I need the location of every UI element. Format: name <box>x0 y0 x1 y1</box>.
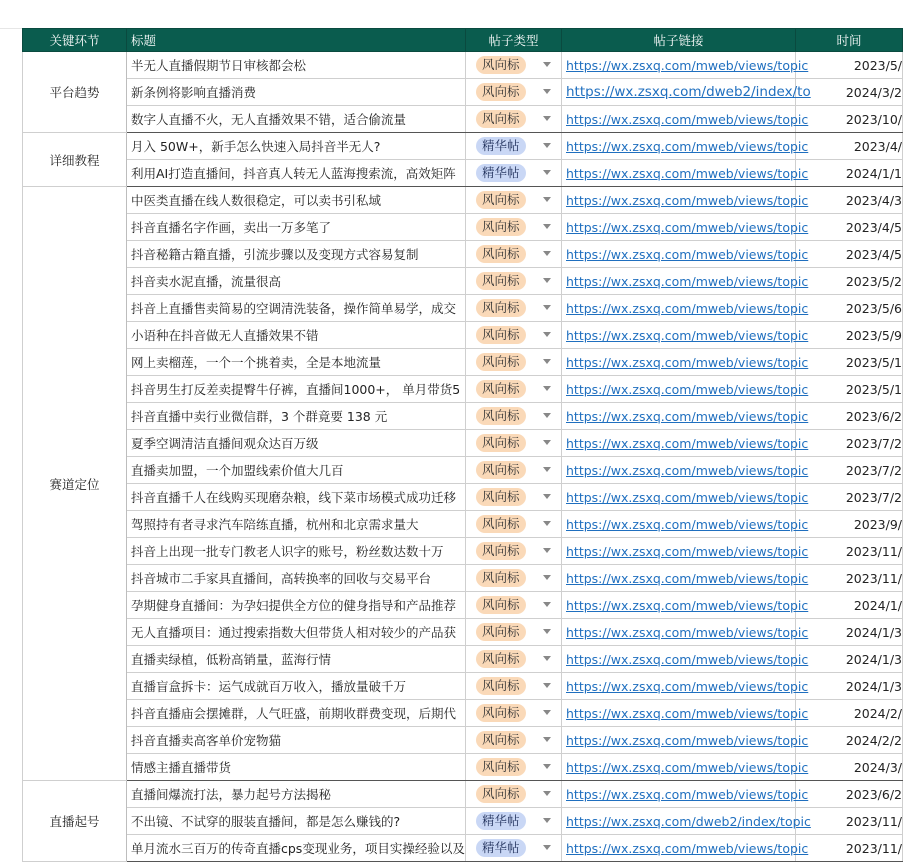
post-type-tag: 风向标 <box>476 353 526 371</box>
post-link[interactable]: https://wx.zsxq.com/mweb/views/topic <box>562 430 796 457</box>
time-cell[interactable]: 2023/7/2 <box>796 457 903 484</box>
post-type-dropdown[interactable] <box>466 646 562 673</box>
post-type-dropdown[interactable] <box>466 268 562 295</box>
toolbar-strip <box>0 0 885 29</box>
post-link[interactable]: https://wx.zsxq.com/mweb/views/topic <box>562 133 796 160</box>
post-type-tag: 风向标 <box>476 704 526 722</box>
time-cell[interactable]: 2024/1/3 <box>796 646 903 673</box>
category-cell[interactable]: 平台趋势 <box>23 52 127 133</box>
post-type-tag: 风向标 <box>476 326 526 344</box>
table-row <box>23 592 903 619</box>
header-post-type[interactable]: 帖子类型 <box>466 29 562 52</box>
category-cell[interactable]: 直播起号 <box>23 781 127 862</box>
dropdown-arrow-icon[interactable] <box>543 170 551 175</box>
dropdown-arrow-icon[interactable] <box>543 764 551 769</box>
table-row <box>23 673 903 700</box>
time-cell[interactable]: 2024/1/1 <box>796 160 903 187</box>
time-cell[interactable]: 2023/5/9 <box>796 322 903 349</box>
title-cell[interactable]: 夏季空调清洁直播间观众达百万级 <box>127 430 466 457</box>
post-type-dropdown[interactable] <box>466 322 562 349</box>
post-type-tag: 精华帖 <box>476 164 526 182</box>
time-cell[interactable]: 2023/6/2 <box>796 781 903 808</box>
table-row <box>23 241 903 268</box>
post-type-tag: 风向标 <box>476 191 526 209</box>
table-row <box>23 484 903 511</box>
title-cell[interactable]: 利用AI打造直播间，抖音真人转无人蓝海搜索流，高效矩阵 <box>127 160 466 187</box>
table-row <box>23 646 903 673</box>
data-table <box>22 28 903 862</box>
dropdown-arrow-icon[interactable] <box>543 845 551 850</box>
table-row <box>23 322 903 349</box>
post-type-tag: 风向标 <box>476 56 526 74</box>
time-cell[interactable]: 2024/1/3 <box>796 619 903 646</box>
post-link[interactable]: https://wx.zsxq.com/mweb/views/topic <box>562 214 796 241</box>
table-row <box>23 133 903 160</box>
dropdown-arrow-icon[interactable] <box>543 602 551 607</box>
post-type-dropdown[interactable] <box>466 241 562 268</box>
post-link[interactable]: https://wx.zsxq.com/mweb/views/topic <box>562 322 796 349</box>
post-type-tag: 风向标 <box>476 623 526 641</box>
title-cell[interactable]: 抖音秘籍古籍直播，引流步骤以及变现方式容易复制 <box>127 241 466 268</box>
dropdown-arrow-icon[interactable] <box>543 197 551 202</box>
table-row <box>23 268 903 295</box>
dropdown-arrow-icon[interactable] <box>543 521 551 526</box>
time-cell[interactable]: 2023/4/ <box>796 133 903 160</box>
time-cell[interactable]: 2023/4/5 <box>796 241 903 268</box>
table-row <box>23 727 903 754</box>
post-type-dropdown[interactable] <box>466 295 562 322</box>
table-row <box>23 781 903 808</box>
post-link[interactable]: https://wx.zsxq.com/mweb/views/topic <box>562 592 796 619</box>
post-link[interactable]: https://wx.zsxq.com/mweb/views/topic <box>562 754 796 781</box>
time-cell[interactable]: 2023/6/2 <box>796 403 903 430</box>
post-link[interactable]: https://wx.zsxq.com/mweb/views/topic <box>562 403 796 430</box>
title-cell[interactable]: 抖音直播庙会摆摊群，人气旺盛，前期收群费变现，后期代 <box>127 700 466 727</box>
post-type-dropdown[interactable] <box>466 808 562 835</box>
post-type-dropdown[interactable] <box>466 403 562 430</box>
dropdown-arrow-icon[interactable] <box>543 656 551 661</box>
time-cell[interactable]: 2023/4/3 <box>796 187 903 214</box>
title-cell[interactable]: 抖音直播卖高客单价宠物猫 <box>127 727 466 754</box>
post-type-dropdown[interactable] <box>466 430 562 457</box>
post-link[interactable]: https://wx.zsxq.com/mweb/views/topic <box>562 295 796 322</box>
table-row <box>23 295 903 322</box>
post-type-tag: 风向标 <box>476 569 526 587</box>
post-link[interactable]: https://wx.zsxq.com/dweb2/index/to <box>562 79 796 106</box>
table-row <box>23 79 903 106</box>
post-type-dropdown[interactable] <box>466 727 562 754</box>
dropdown-arrow-icon[interactable] <box>543 413 551 418</box>
time-cell[interactable]: 2024/1/ <box>796 592 903 619</box>
dropdown-arrow-icon[interactable] <box>543 332 551 337</box>
table-row <box>23 349 903 376</box>
table-row <box>23 187 903 214</box>
table-row <box>23 565 903 592</box>
time-cell[interactable]: 2023/11/ <box>796 538 903 565</box>
time-cell[interactable]: 2024/1/3 <box>796 673 903 700</box>
post-type-dropdown[interactable] <box>466 106 562 133</box>
dropdown-arrow-icon[interactable] <box>543 305 551 310</box>
header-row <box>23 29 903 52</box>
dropdown-arrow-icon[interactable] <box>543 629 551 634</box>
title-cell[interactable]: 直播间爆流打法，暴力起号方法揭秘 <box>127 781 466 808</box>
time-cell[interactable]: 2023/11/ <box>796 808 903 835</box>
title-cell[interactable]: 孕期健身直播间：为孕妇提供全方位的健身指导和产品推荐 <box>127 592 466 619</box>
table-row <box>23 457 903 484</box>
time-cell[interactable]: 2023/5/6 <box>796 295 903 322</box>
post-type-dropdown[interactable] <box>466 376 562 403</box>
title-cell[interactable]: 直播盲盒拆卡：运气成就百万收入，播放量破千万 <box>127 673 466 700</box>
post-link[interactable]: https://wx.zsxq.com/mweb/views/topic <box>562 349 796 376</box>
post-type-tag: 风向标 <box>476 272 526 290</box>
dropdown-arrow-icon[interactable] <box>543 710 551 715</box>
post-type-tag: 风向标 <box>476 542 526 560</box>
post-type-dropdown[interactable] <box>466 79 562 106</box>
post-link[interactable]: https://wx.zsxq.com/mweb/views/topic <box>562 484 796 511</box>
post-link[interactable]: https://wx.zsxq.com/mweb/views/topic <box>562 52 796 79</box>
time-cell[interactable]: 2024/2/2 <box>796 727 903 754</box>
post-link[interactable]: https://wx.zsxq.com/mweb/views/topic <box>562 700 796 727</box>
post-type-dropdown[interactable] <box>466 673 562 700</box>
post-link[interactable]: https://wx.zsxq.com/mweb/views/topic <box>562 187 796 214</box>
dropdown-arrow-icon[interactable] <box>543 359 551 364</box>
title-cell[interactable]: 抖音直播千人在线购买现磨杂粮，线下菜市场模式成功迁移 <box>127 484 466 511</box>
time-cell[interactable]: 2024/3/2 <box>796 79 903 106</box>
table-row <box>23 808 903 835</box>
post-type-tag: 风向标 <box>476 488 526 506</box>
time-cell[interactable]: 2023/5/ <box>796 52 903 79</box>
time-cell[interactable]: 2023/7/2 <box>796 484 903 511</box>
title-cell[interactable]: 抖音直播中卖行业微信群，3 个群竟要 138 元 <box>127 403 466 430</box>
title-cell[interactable]: 新条例将影响直播消费 <box>127 79 466 106</box>
title-cell[interactable]: 半无人直播假期节日审核都会松 <box>127 52 466 79</box>
post-type-dropdown[interactable] <box>466 457 562 484</box>
title-cell[interactable]: 中医类直播在线人数很稳定，可以卖书引私域 <box>127 187 466 214</box>
time-cell[interactable]: 2023/5/2 <box>796 268 903 295</box>
post-link[interactable]: https://wx.zsxq.com/mweb/views/topic <box>562 538 796 565</box>
table-body <box>23 52 903 862</box>
title-cell[interactable]: 抖音城市二手家具直播间，高转换率的回收与交易平台 <box>127 565 466 592</box>
post-type-tag: 风向标 <box>476 218 526 236</box>
table-row <box>23 700 903 727</box>
table-row <box>23 511 903 538</box>
post-type-dropdown[interactable] <box>466 52 562 79</box>
post-type-tag: 风向标 <box>476 434 526 452</box>
post-link[interactable]: https://wx.zsxq.com/dweb2/index/topic <box>562 808 796 835</box>
post-type-dropdown[interactable] <box>466 349 562 376</box>
title-cell[interactable]: 抖音直播名字作画，卖出一万多笔了 <box>127 214 466 241</box>
post-link[interactable]: https://wx.zsxq.com/mweb/views/topic <box>562 511 796 538</box>
title-cell[interactable]: 小语种在抖音做无人直播效果不错 <box>127 322 466 349</box>
title-cell[interactable]: 不出镜、不试穿的服装直播间，都是怎么赚钱的? <box>127 808 466 835</box>
time-cell[interactable]: 2023/11/ <box>796 565 903 592</box>
dropdown-arrow-icon[interactable] <box>543 791 551 796</box>
title-cell[interactable]: 抖音卖水泥直播，流量很高 <box>127 268 466 295</box>
dropdown-arrow-icon[interactable] <box>543 467 551 472</box>
post-type-dropdown[interactable] <box>466 538 562 565</box>
table-row <box>23 430 903 457</box>
time-cell[interactable]: 2023/4/5 <box>796 214 903 241</box>
post-type-tag: 风向标 <box>476 461 526 479</box>
table-row <box>23 619 903 646</box>
post-type-tag: 风向标 <box>476 677 526 695</box>
title-cell[interactable]: 网上卖榴莲，一个一个挑着卖，全是本地流量 <box>127 349 466 376</box>
title-cell[interactable]: 无人直播项目：通过搜索指数大但带货人相对较少的产品获 <box>127 619 466 646</box>
title-cell[interactable]: 抖音男生打反差卖提臀牛仔裤，直播间1000+， 单月带货5 <box>127 376 466 403</box>
dropdown-arrow-icon[interactable] <box>543 278 551 283</box>
dropdown-arrow-icon[interactable] <box>543 143 551 148</box>
time-cell[interactable]: 2023/5/1 <box>796 349 903 376</box>
post-type-tag: 精华帖 <box>476 137 526 155</box>
post-type-tag: 风向标 <box>476 299 526 317</box>
dropdown-arrow-icon[interactable] <box>543 737 551 742</box>
time-cell[interactable]: 2023/10/ <box>796 106 903 133</box>
post-type-tag: 风向标 <box>476 758 526 776</box>
category-cell[interactable]: 赛道定位 <box>23 187 127 781</box>
post-link[interactable]: https://wx.zsxq.com/mweb/views/topic <box>562 835 796 862</box>
post-type-tag: 风向标 <box>476 83 526 101</box>
dropdown-arrow-icon[interactable] <box>543 494 551 499</box>
time-cell[interactable]: 2024/3/ <box>796 754 903 781</box>
post-link[interactable]: https://wx.zsxq.com/mweb/views/topic <box>562 781 796 808</box>
post-type-dropdown[interactable] <box>466 754 562 781</box>
title-cell[interactable]: 情感主播直播带货 <box>127 754 466 781</box>
title-cell[interactable]: 直播卖绿植，低粉高销量，蓝海行情 <box>127 646 466 673</box>
post-link[interactable]: https://wx.zsxq.com/mweb/views/topic <box>562 565 796 592</box>
post-link[interactable]: https://wx.zsxq.com/mweb/views/topic <box>562 106 796 133</box>
table-row <box>23 52 903 79</box>
table-row <box>23 538 903 565</box>
title-cell[interactable]: 月入 50W+，新手怎么快速入局抖音半无人? <box>127 133 466 160</box>
dropdown-arrow-icon[interactable] <box>543 62 551 67</box>
post-type-tag: 风向标 <box>476 596 526 614</box>
dropdown-arrow-icon[interactable] <box>543 89 551 94</box>
post-link[interactable]: https://wx.zsxq.com/mweb/views/topic <box>562 241 796 268</box>
table-row <box>23 214 903 241</box>
post-type-dropdown[interactable] <box>466 511 562 538</box>
title-cell[interactable]: 抖音上直播售卖简易的空调清洗装备，操作简单易学，成交 <box>127 295 466 322</box>
post-link[interactable]: https://wx.zsxq.com/mweb/views/topic <box>562 673 796 700</box>
post-link[interactable]: https://wx.zsxq.com/mweb/views/topic <box>562 376 796 403</box>
post-type-dropdown[interactable] <box>466 592 562 619</box>
title-cell[interactable]: 直播卖加盟，一个加盟线索价值大几百 <box>127 457 466 484</box>
table-row <box>23 754 903 781</box>
title-cell[interactable]: 单月流水三百万的传奇直播cps变现业务，项目实操经验以及 <box>127 835 466 862</box>
post-link[interactable]: https://wx.zsxq.com/mweb/views/topic <box>562 646 796 673</box>
dropdown-arrow-icon[interactable] <box>543 548 551 553</box>
dropdown-arrow-icon[interactable] <box>543 575 551 580</box>
header-time[interactable]: 时间 <box>796 29 903 52</box>
post-type-dropdown[interactable] <box>466 781 562 808</box>
post-link[interactable]: https://wx.zsxq.com/mweb/views/topic <box>562 727 796 754</box>
dropdown-arrow-icon[interactable] <box>543 386 551 391</box>
post-type-tag: 风向标 <box>476 245 526 263</box>
dropdown-arrow-icon[interactable] <box>543 440 551 445</box>
header-title[interactable]: 标题 <box>127 29 466 52</box>
time-cell[interactable]: 2024/2/ <box>796 700 903 727</box>
post-link[interactable]: https://wx.zsxq.com/mweb/views/topic <box>562 619 796 646</box>
post-type-dropdown[interactable] <box>466 835 562 862</box>
post-type-tag: 风向标 <box>476 650 526 668</box>
dropdown-arrow-icon[interactable] <box>543 818 551 823</box>
time-cell[interactable]: 2023/9/ <box>796 511 903 538</box>
table-row <box>23 376 903 403</box>
title-cell[interactable]: 数字人直播不火，无人直播效果不错，适合偷流量 <box>127 106 466 133</box>
title-cell[interactable]: 驾照持有者寻求汽车陪练直播，杭州和北京需求量大 <box>127 511 466 538</box>
category-cell[interactable]: 详细教程 <box>23 133 127 187</box>
post-type-tag: 风向标 <box>476 731 526 749</box>
post-type-tag: 风向标 <box>476 407 526 425</box>
post-type-tag: 精华帖 <box>476 812 526 830</box>
table-row <box>23 835 903 862</box>
table-row <box>23 106 903 133</box>
post-link[interactable]: https://wx.zsxq.com/mweb/views/topic <box>562 160 796 187</box>
dropdown-arrow-icon[interactable] <box>543 116 551 121</box>
post-link[interactable]: https://wx.zsxq.com/mweb/views/topic <box>562 268 796 295</box>
table-row <box>23 403 903 430</box>
post-type-dropdown[interactable] <box>466 619 562 646</box>
post-type-tag: 风向标 <box>476 110 526 128</box>
post-type-tag: 风向标 <box>476 785 526 803</box>
dropdown-arrow-icon[interactable] <box>543 224 551 229</box>
post-type-dropdown[interactable] <box>466 160 562 187</box>
dropdown-arrow-icon[interactable] <box>543 251 551 256</box>
time-cell[interactable]: 2023/5/1 <box>796 376 903 403</box>
post-type-dropdown[interactable] <box>466 187 562 214</box>
time-cell[interactable]: 2023/11/ <box>796 835 903 862</box>
post-type-tag: 风向标 <box>476 380 526 398</box>
post-link[interactable]: https://wx.zsxq.com/mweb/views/topic <box>562 457 796 484</box>
title-cell[interactable]: 抖音上出现一批专门教老人识字的账号，粉丝数达数十万 <box>127 538 466 565</box>
post-type-dropdown[interactable] <box>466 214 562 241</box>
post-type-dropdown[interactable] <box>466 700 562 727</box>
table-row <box>23 160 903 187</box>
post-type-tag: 风向标 <box>476 515 526 533</box>
header-key-stage[interactable]: 关键环节 <box>23 29 127 52</box>
post-type-dropdown[interactable] <box>466 133 562 160</box>
dropdown-arrow-icon[interactable] <box>543 683 551 688</box>
post-type-tag: 精华帖 <box>476 839 526 857</box>
post-type-dropdown[interactable] <box>466 565 562 592</box>
post-type-dropdown[interactable] <box>466 484 562 511</box>
header-post-link[interactable]: 帖子链接 <box>562 29 796 52</box>
time-cell[interactable]: 2023/7/2 <box>796 430 903 457</box>
